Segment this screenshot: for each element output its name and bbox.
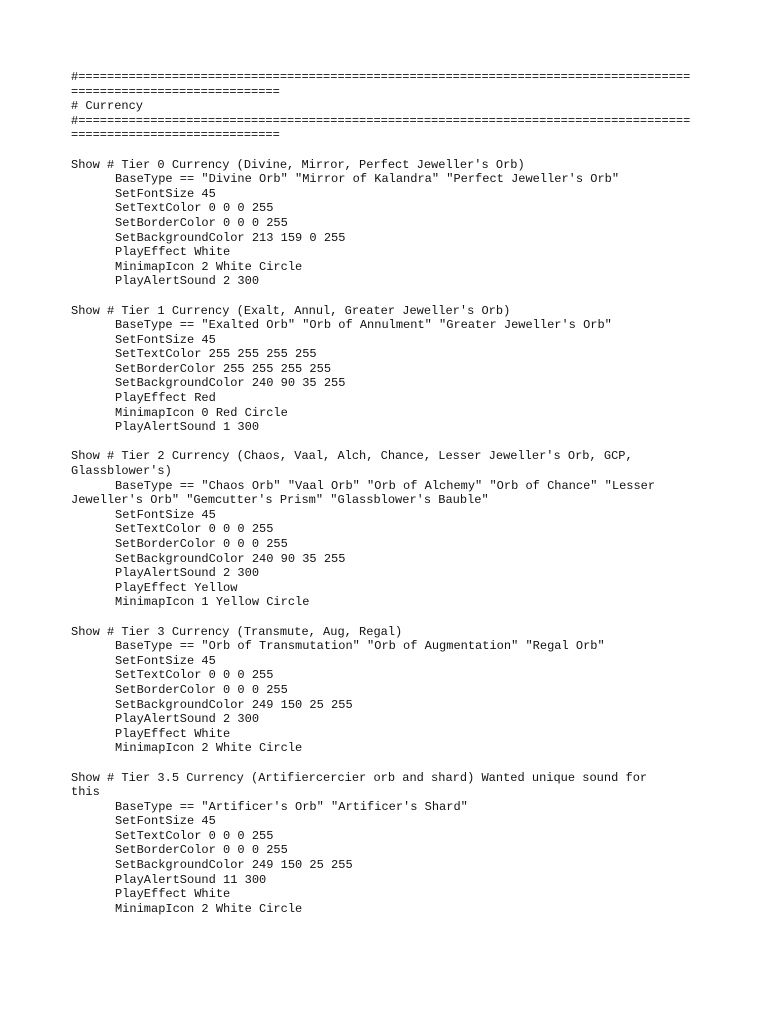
- header-rule-bottom: #=====================================================================================: [71, 113, 691, 128]
- show-line: Show # Tier 2 Currency (Chaos, Vaal, Alch, Chance, Lesser Jeweller's Orb, GCP,: [71, 449, 633, 464]
- header-rule-top: #=====================================================================================: [71, 70, 691, 84]
- property-line: SetBorderColor 255 255 255 255: [115, 361, 332, 376]
- property-line: MinimapIcon 2 White Circle: [115, 741, 303, 756]
- header-rule-bottom-cont: =============================: [71, 128, 280, 143]
- filter-rule-block: [71, 625, 711, 756]
- property-line: PlayAlertSound 2 300: [115, 274, 260, 289]
- property-line: MinimapIcon 1 Yellow Circle: [115, 595, 310, 610]
- property-line: SetFontSize 45: [115, 507, 216, 522]
- property-line: SetFontSize 45: [115, 332, 216, 347]
- property-line: PlayAlertSound 11 300: [115, 872, 267, 887]
- filter-rule-block: [71, 771, 711, 917]
- show-line: Show # Tier 3.5 Currency (Artifiercercier orb and shard) Wanted unique sound for: [71, 770, 648, 785]
- property-line: SetBorderColor 0 0 0 255: [115, 682, 288, 697]
- property-line: SetFontSize 45: [115, 814, 216, 829]
- property-line: SetTextColor 0 0 0 255: [115, 668, 274, 683]
- basetype-line: BaseType == "Artificer's Orb" "Artificer's Shard": [115, 799, 468, 814]
- show-line: Show # Tier 3 Currency (Transmute, Aug, Regal): [71, 624, 403, 639]
- property-line: SetBackgroundColor 249 150 25 255: [115, 858, 353, 873]
- show-line-cont: Glassblower's): [71, 464, 172, 479]
- property-line: SetFontSize 45: [115, 653, 216, 668]
- property-line: PlayEffect White: [115, 887, 231, 902]
- property-line: PlayEffect White: [115, 245, 231, 260]
- section-title: # Currency: [71, 99, 144, 114]
- basetype-line: BaseType == "Orb of Transmutation" "Orb of Augmentation" "Regal Orb": [115, 639, 605, 654]
- property-line: MinimapIcon 2 White Circle: [115, 259, 303, 274]
- property-line: SetTextColor 0 0 0 255: [115, 828, 274, 843]
- header-rule-top-cont: =============================: [71, 84, 280, 99]
- property-line: SetBackgroundColor 249 150 25 255: [115, 697, 353, 712]
- show-line-cont: this: [71, 785, 100, 800]
- property-line: PlayAlertSound 2 300: [115, 566, 260, 581]
- filter-document: [71, 70, 711, 916]
- blank-line: [71, 289, 711, 304]
- property-line: SetBackgroundColor 240 90 35 255: [115, 376, 346, 391]
- property-line: MinimapIcon 0 Red Circle: [115, 405, 288, 420]
- property-line: SetFontSize 45: [115, 186, 216, 201]
- basetype-line-cont: Jeweller's Orb" "Gemcutter's Prism" "Glassblower's Bauble": [71, 493, 489, 508]
- property-line: SetBackgroundColor 240 90 35 255: [115, 551, 346, 566]
- filter-rule-block: [71, 158, 711, 289]
- property-line: SetBorderColor 0 0 0 255: [115, 843, 288, 858]
- filter-rule-block: [71, 304, 711, 435]
- show-line: Show # Tier 0 Currency (Divine, Mirror, Perfect Jeweller's Orb): [71, 157, 525, 172]
- property-line: PlayAlertSound 2 300: [115, 712, 260, 727]
- blank-line: [71, 435, 711, 450]
- property-line: PlayAlertSound 1 300: [115, 420, 260, 435]
- blank-line: [71, 143, 711, 158]
- property-line: PlayEffect Red: [115, 391, 216, 406]
- blank-line: [71, 610, 711, 625]
- property-line: SetTextColor 255 255 255 255: [115, 347, 317, 362]
- property-line: MinimapIcon 2 White Circle: [115, 901, 303, 916]
- property-line: SetTextColor 0 0 0 255: [115, 201, 274, 216]
- basetype-line: BaseType == "Chaos Orb" "Vaal Orb" "Orb of Alchemy" "Orb of Chance" "Lesser: [115, 478, 656, 493]
- property-line: SetTextColor 0 0 0 255: [115, 522, 274, 537]
- filter-blocks: [71, 143, 711, 916]
- show-line: Show # Tier 1 Currency (Exalt, Annul, Greater Jeweller's Orb): [71, 303, 511, 318]
- property-line: SetBackgroundColor 213 159 0 255: [115, 230, 346, 245]
- blank-line: [71, 756, 711, 771]
- property-line: SetBorderColor 0 0 0 255: [115, 215, 288, 230]
- property-line: SetBorderColor 0 0 0 255: [115, 537, 288, 551]
- property-line: PlayEffect White: [115, 726, 231, 741]
- basetype-line: BaseType == "Exalted Orb" "Orb of Annulment" "Greater Jeweller's Orb": [115, 318, 612, 333]
- basetype-line: BaseType == "Divine Orb" "Mirror of Kalandra" "Perfect Jeweller's Orb": [115, 172, 620, 187]
- property-line: PlayEffect Yellow: [115, 580, 238, 595]
- filter-rule-block: [71, 449, 711, 610]
